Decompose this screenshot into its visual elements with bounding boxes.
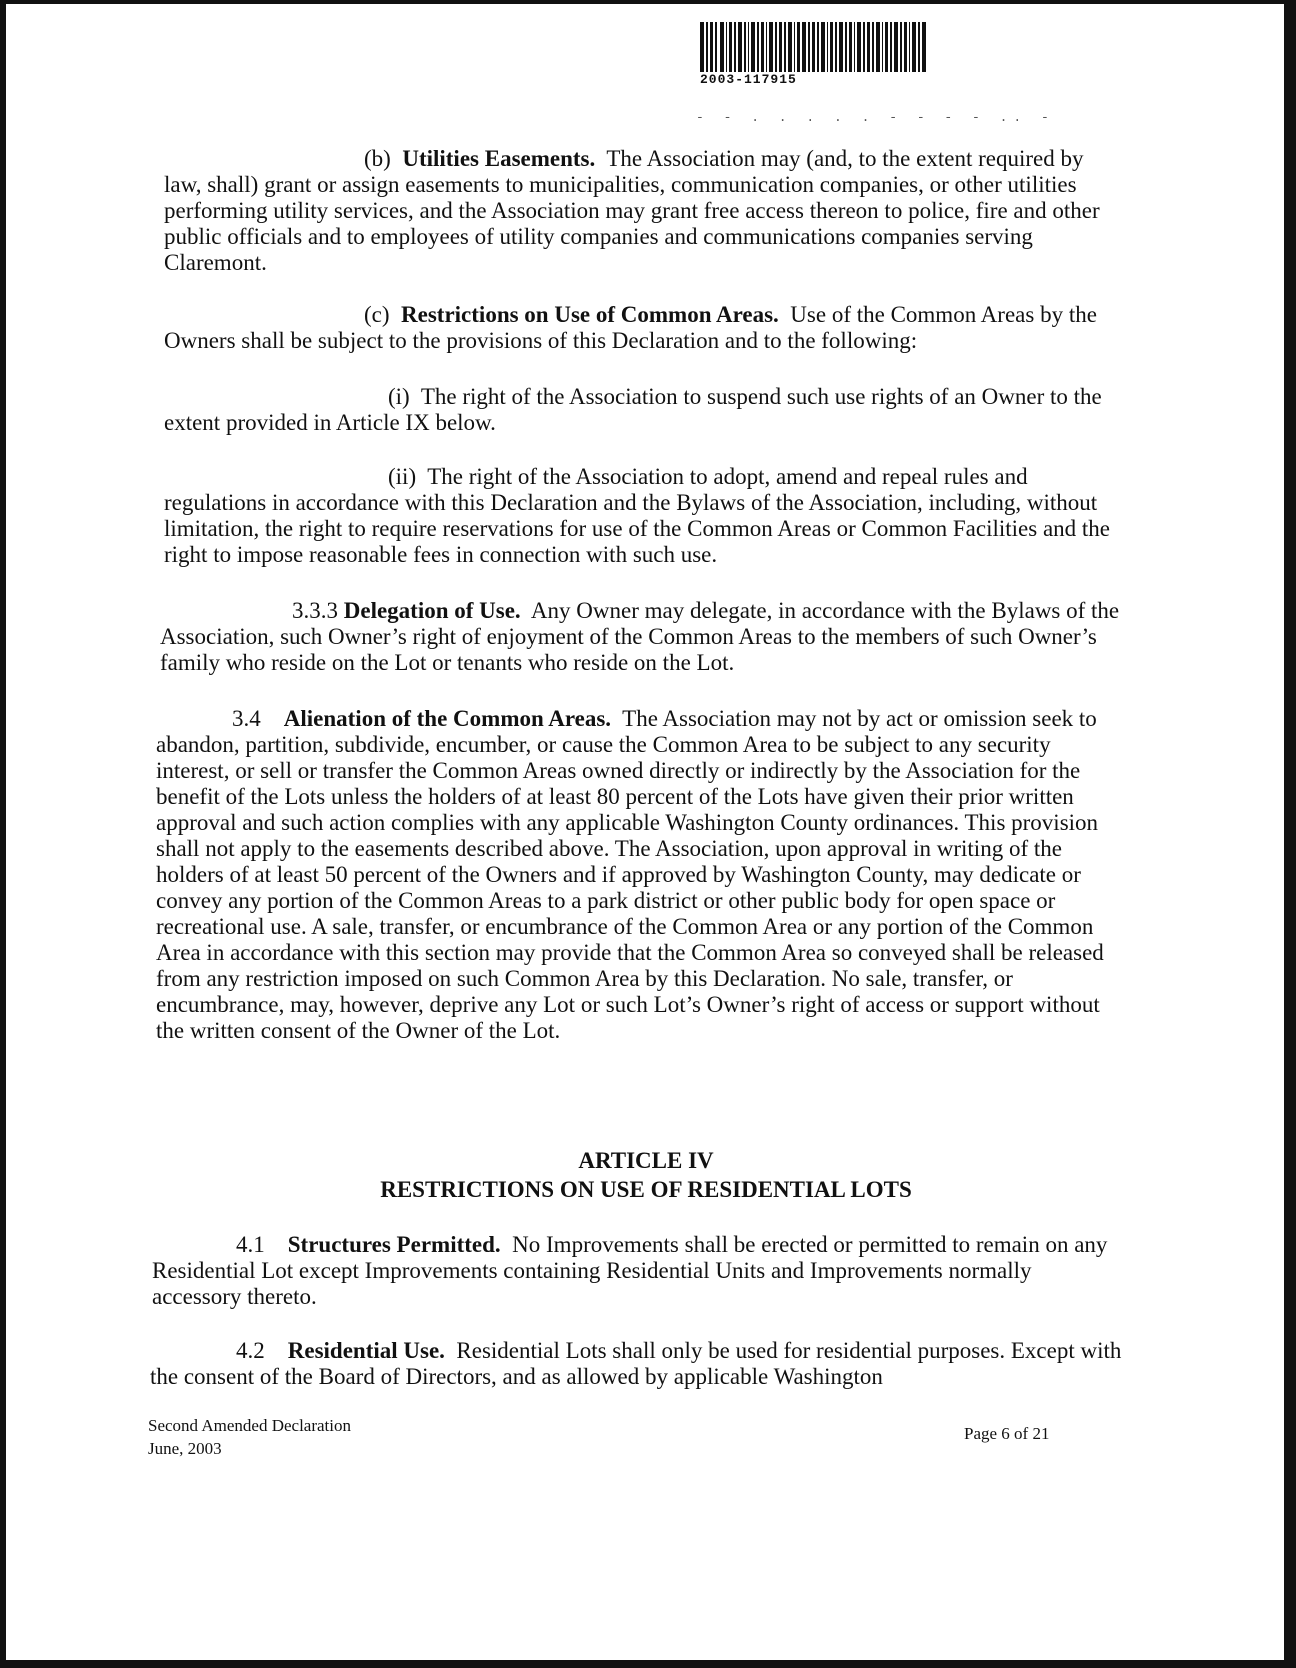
footer-page-number: Page 6 of 21 xyxy=(964,1424,1050,1443)
title-residential-use: Residential Use. xyxy=(287,1338,445,1363)
paragraph-item-ii: (ii) The right of the Association to adopt, amend and repeal rules and regulations in accordance with this Declaration and the Bylaws of the Association, including, without limitation, the right to require reservations for use of the Common Areas or Common Facilities and the right to impose reasonable fees in connection with such use. xyxy=(164,464,1110,567)
title-utilities-easements: Utilities Easements. xyxy=(402,146,596,171)
article-number: ARTICLE IV xyxy=(578,1148,714,1173)
footer-date: June, 2003 xyxy=(148,1439,222,1458)
paragraph-alienation-common-areas: 3.4 Alienation of the Common Areas. The Association may not by act or omission seek to abandon, partition, subdivide, encumber, or cause the Common Area to be subject to any security interest, or sell or transfer the Common Areas owned directly or indirectly by the Association for the benefit of the Lots unless the holders of at least 80 percent of the Lots have given their prior written approval and such action complies with any applicable Washington County ordinances. This provision shall not apply to the easements described above. The Association, upon approval in writing of the holders of at least 50 percent of the Owners and if approved by Washington County, may dedicate or convey any portion of the Common Areas to a park district or other public body for open space or recreational use. A sale, transfer, or encumbrance of the Common Area or any portion of the Common Area in accordance with this section may provide that the Common Area so conveyed shall be released from any restriction imposed on such Common Area by this Declaration. No sale, transfer, or encumbrance, may, however, deprive any Lot or such Lot’s Owner’s right of access or support without the written consent of the Owner of the Lot. xyxy=(156,706,1104,1043)
paragraph-utilities-easements: (b) Utilities Easements. The Association may (and, to the extent required by law, shall) grant or assign easements to municipalities, communication companies, or other utilities performing utility services, and the Association may grant free access thereon to police, fire and other public officials and to employees of utility companies and communications companies serving Claremont. xyxy=(164,146,1100,275)
paragraph-residential-use: 4.2 Residential Use. Residential Lots shall only be used for residential purposes. Except with the consent of the Board of Directors, and as allowed by applicable Washington xyxy=(150,1338,1122,1389)
title-restrictions-common-areas: Restrictions on Use of Common Areas. xyxy=(401,302,779,327)
label-3-4: 3.4 xyxy=(232,706,261,731)
paragraph-item-i: (i) The right of the Association to suspend such use rights of an Owner to the extent provided in Article IX below. xyxy=(164,384,1102,435)
paragraph-structures-permitted: 4.1 Structures Permitted. No Improvements shall be erected or permitted to remain on any Residential Lot except Improvements containing Residential Units and Improvements normally accessory thereto. xyxy=(152,1232,1108,1309)
label-i: (i) xyxy=(388,384,410,409)
title-delegation-of-use: Delegation of Use. xyxy=(343,598,521,623)
article-title: RESTRICTIONS ON USE OF RESIDENTIAL LOTS xyxy=(380,1177,912,1202)
paragraph-delegation-of-use: 3.3.3 Delegation of Use. Any Owner may delegate, in accordance with the Bylaws of the Association, such Owner’s right of enjoyment of the Common Areas to the members of such Owner’s family who reside on the Lot or tenants who reside on the Lot. xyxy=(160,598,1120,675)
label-4-1: 4.1 xyxy=(236,1232,265,1257)
label-4-2: 4.2 xyxy=(236,1338,265,1363)
footer-document-name: Second Amended Declaration xyxy=(148,1416,351,1435)
paragraph-restrictions-common-areas: (c) Restrictions on Use of Common Areas. Use of the Common Areas by the Owners shall be subject to the provisions of this Declaration and to the following: xyxy=(164,302,1097,353)
label-ii: (ii) xyxy=(388,464,417,489)
label-3-3-3: 3.3.3 xyxy=(292,598,338,623)
label-c: (c) xyxy=(364,302,390,327)
title-structures-permitted: Structures Permitted. xyxy=(287,1232,501,1257)
document-number: 2003-117915 xyxy=(700,72,797,87)
barcode-image xyxy=(700,22,926,72)
label-b: (b) xyxy=(364,146,391,171)
document-page xyxy=(6,4,1284,1660)
scan-artifact-dashes: - - . . . . . - - - - .. - xyxy=(696,110,1055,125)
title-alienation-common-areas: Alienation of the Common Areas. xyxy=(283,706,612,731)
